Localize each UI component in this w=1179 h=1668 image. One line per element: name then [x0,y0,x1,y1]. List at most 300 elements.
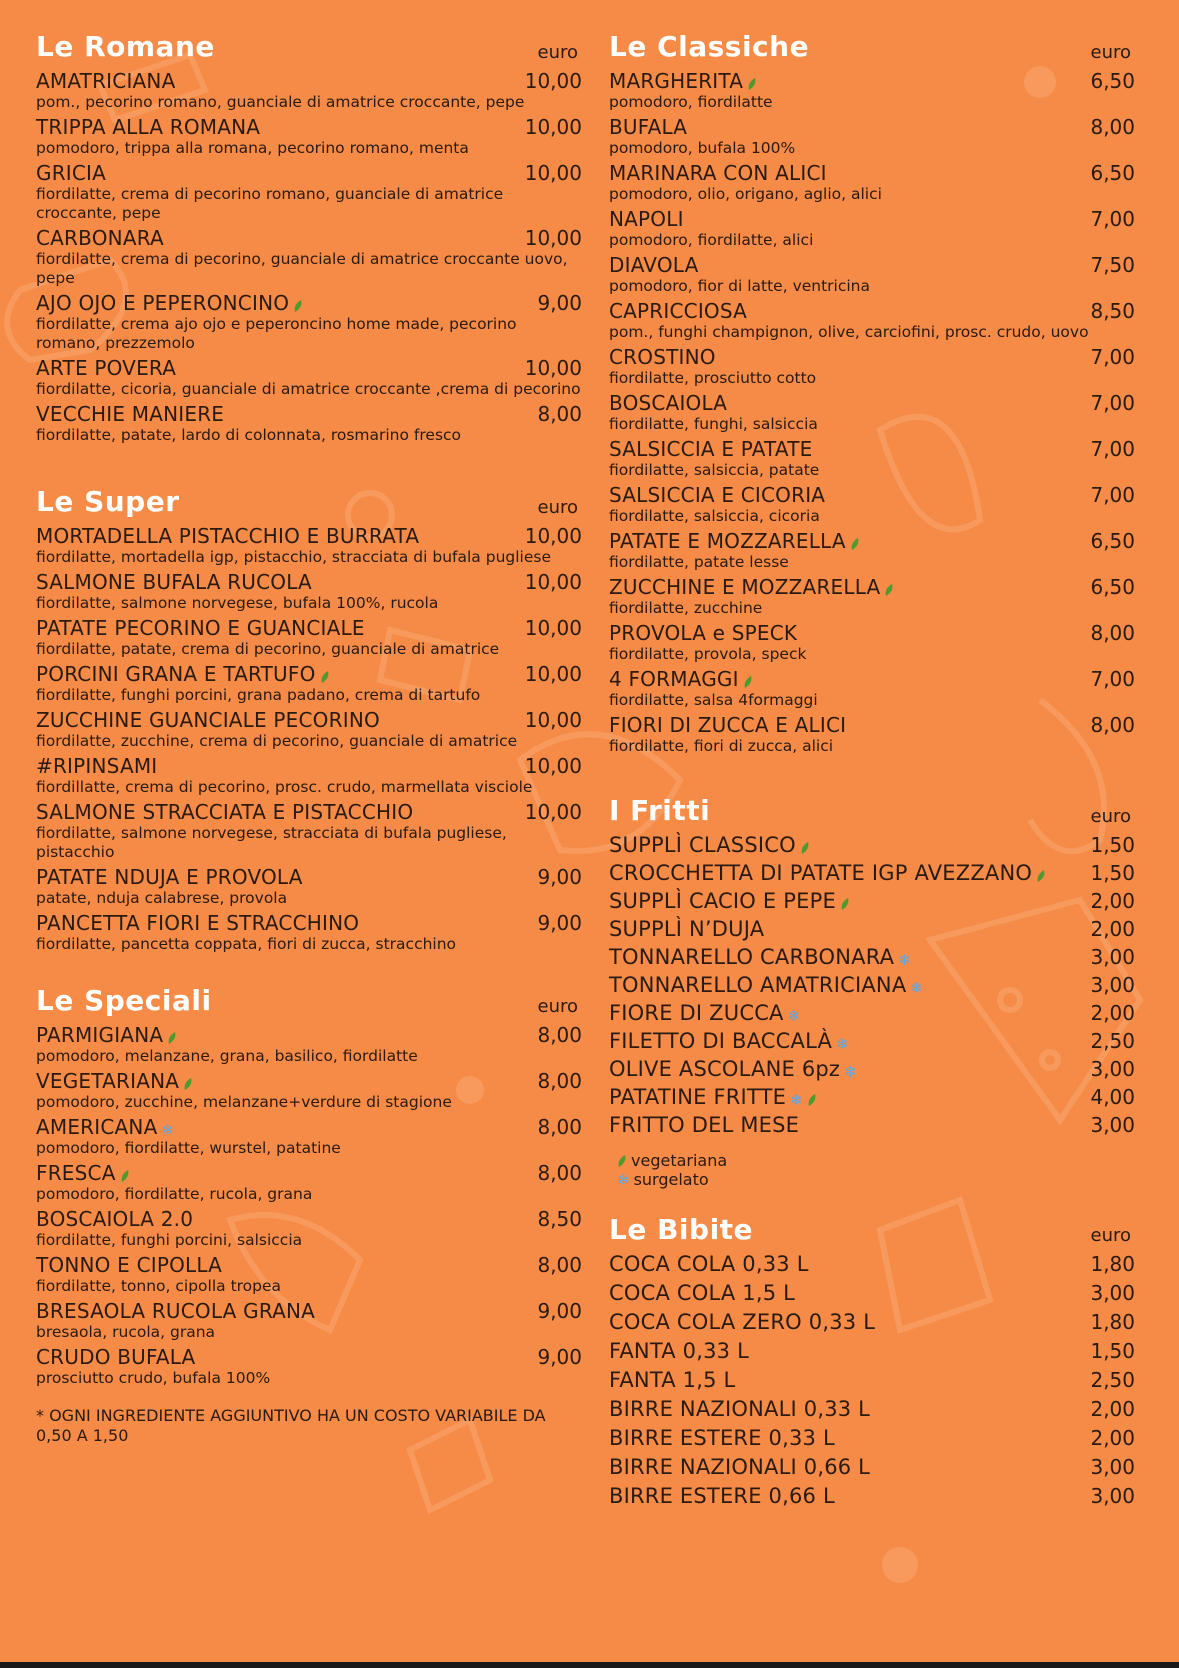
menu-item-row [36,1069,584,1093]
menu-item-name: SALSICCIA E PATATE [609,437,813,461]
menu-item-description: pomodoro, zucchine, melanzane+verdure di stagione [36,1093,452,1111]
menu-item-name-wrap [36,662,330,686]
menu-item-price: 3,00 [1090,945,1135,969]
menu-item-name: AMATRICIANA [36,69,176,93]
extra-ingredient-note: * OGNI INGREDIENTE AGGIUNTIVO HA UN COSTO VARIABILE DA 0,50 A 1,50 [36,1406,546,1445]
menu-item-description: fiordilatte, salsiccia, cicoria [609,507,820,525]
menu-item-name: FRITTO DEL MESE [609,1113,800,1137]
leaf-icon [320,670,330,684]
menu-item-description: pom., pecorino romano, guanciale di amatrice croccante, pepe [36,93,525,111]
menu-item-name: NAPOLI [609,207,684,231]
menu-item-price: 8,00 [537,1161,582,1185]
section-romane [36,30,584,445]
menu-item-name-wrap [609,161,827,185]
menu-item-price: 10,00 [524,226,582,250]
menu-item [609,1085,1137,1109]
menu-item-description: fiordilatte, cicoria, guanciale di amatrice croccante ,crema di pecorino [36,380,581,398]
menu-item-name-wrap [36,1023,177,1047]
menu-item-price: 10,00 [524,616,582,640]
menu-item-name: SALMONE BUFALA RUCOLA [36,570,312,594]
menu-item-name-wrap [609,1368,735,1392]
menu-item [36,69,584,112]
menu-item-description: pomodoro, trippa alla romana, pecorino romano, menta [36,139,469,157]
menu-item [36,161,584,223]
menu-item-description: prosciutto crudo, bufala 100% [36,1369,271,1387]
menu-item-price: 1,50 [1090,833,1135,857]
menu-item [609,833,1137,857]
menu-item-name: SUPPLÌ CACIO E PEPE [609,889,836,913]
menu-item [36,115,584,158]
menu-item-name-wrap [36,1299,315,1323]
menu-item-description: fiordilatte, salsiccia, patate [609,461,820,479]
menu-item-description: fiordilatte, zucchine, crema di pecorino, guanciale di amatrice [36,732,518,750]
menu-item-price: 8,00 [1090,713,1135,737]
menu-items [36,524,584,954]
menu-item-name: FANTA 1,5 L [609,1368,736,1392]
menu-item-price: 8,00 [1090,621,1135,645]
leaf-icon [800,841,810,855]
section-title: I Fritti [609,794,711,827]
menu-item [609,1397,1137,1421]
menu-item-price: 1,80 [1090,1252,1135,1276]
section-speciali [36,984,584,1446]
menu-item-row [609,575,1137,599]
menu-item [609,529,1137,572]
menu-item-row [609,1426,1137,1450]
menu-item [36,754,584,797]
section-title: Le Classiche [609,30,810,63]
menu-item-price: 8,50 [537,1207,582,1231]
menu-item-price: 2,00 [1090,889,1135,913]
menu-item-name-wrap [609,115,687,139]
menu-item [609,1339,1137,1363]
menu-item [36,1253,584,1296]
menu-item-row [609,299,1137,323]
menu-item-description: pomodoro, fiordilatte, rucola, grana [36,1185,313,1203]
menu-item-price: 10,00 [524,662,582,686]
menu-item-price: 7,50 [1090,253,1135,277]
menu-item-price: 10,00 [524,708,582,732]
menu-item-price: 9,00 [537,865,582,889]
menu-item-description: fiordilatte, crema ajo ojo e peperoncino home made, pecorino romano, prezzemolo [36,315,517,352]
menu-item-row [609,1085,1137,1109]
menu-item [609,207,1137,250]
menu-item-description: fiordilatte, salmone norvegese, stracciata di bufala pugliese, pistacchio [36,824,507,861]
menu-item-row [609,861,1137,885]
section-title: Le Speciali [36,984,212,1017]
menu-item-name-wrap [36,1345,195,1369]
menu-item-name: PATATE PECORINO E GUANCIALE [36,616,365,640]
menu-item-description: fiordilatte, funghi, salsiccia [609,415,818,433]
menu-item-name: PORCINI GRANA E TARTUFO [36,662,316,686]
menu-item-price: 8,50 [1090,299,1135,323]
menu-item [609,575,1137,618]
menu-item-name: ARTE POVERA [36,356,177,380]
menu-item-name: PROVOLA e SPECK [609,621,798,645]
menu-item [609,1252,1137,1276]
menu-item-description: fiordillatte, crema di pecorino, prosc. crudo, marmellata visciole [36,778,533,796]
legend-veg-label: vegetariana [631,1151,728,1170]
menu-item-name: COCA COLA 0,33 L [609,1252,809,1276]
leaf-icon [183,1077,193,1091]
menu-item-description: fiordilatte, prosciutto cotto [609,369,817,387]
menu-item-name-wrap [609,1281,795,1305]
menu-item-row [36,911,584,935]
menu-item-price: 8,00 [1090,115,1135,139]
menu-item-name-wrap [609,621,797,645]
menu-item-name: SALSICCIA E CICORIA [609,483,826,507]
menu-item-description: fiordilatte, funghi porcini, grana padano, crema di tartufo [36,686,481,704]
menu-item-price: 10,00 [524,161,582,185]
menu-item-row [609,1001,1137,1025]
snowflake-icon: ❄ [790,1090,803,1109]
menu-item [609,253,1137,296]
menu-item-description: fiordilatte, patate lesse [609,553,789,571]
menu-item-price: 6,50 [1090,529,1135,553]
menu-item-name-wrap [609,889,850,913]
menu-item-name-wrap [609,945,911,969]
menu-item-name-wrap [609,1001,800,1025]
menu-item [609,1113,1137,1137]
menu-item-price: 2,50 [1090,1368,1135,1392]
menu-item-name-wrap [36,1161,130,1185]
menu-item-row [36,708,584,732]
legend-frozen [617,1170,1137,1189]
menu-item-row [609,833,1137,857]
menu-item-name-wrap [609,253,698,277]
menu-item [36,616,584,659]
menu-item-name: CAPRICCIOSA [609,299,748,323]
menu-item [36,402,584,445]
menu-item-description: pomodoro, fior di latte, ventricina [609,277,871,295]
menu-item-price: 3,00 [1090,1455,1135,1479]
section-title: Le Romane [36,30,215,63]
menu-item-name-wrap [36,1115,174,1139]
menu-item-row [609,1113,1137,1137]
menu-item-row [609,207,1137,231]
menu-item-name: CARBONARA [36,226,164,250]
menu-item [609,667,1137,710]
menu-item-name: SALMONE STRACCIATA E PISTACCHIO [36,800,414,824]
menu-item-row [609,973,1137,997]
snowflake-icon: ❄ [910,978,923,997]
menu-item-price: 4,00 [1090,1085,1135,1109]
right-column [609,30,1137,1522]
menu-item-name-wrap [609,529,860,553]
menu-item-name-wrap [609,973,923,997]
menu-item-name-wrap [36,524,419,548]
menu-item-name-wrap [36,1069,193,1093]
menu-item-name-wrap [609,345,716,369]
menu-item-row [36,1253,584,1277]
menu-item-price: 8,00 [537,1069,582,1093]
menu-item-description: pomodoro, fiordilatte, alici [609,231,814,249]
menu-item-name-wrap [36,754,157,778]
menu-item-row [36,1023,584,1047]
menu-item-price: 3,00 [1090,1057,1135,1081]
menu-item-name-wrap [609,833,810,857]
menu-item-name: MARINARA CON ALICI [609,161,827,185]
section-header [609,1213,1137,1246]
menu-item [609,115,1137,158]
section-super [36,485,584,954]
euro-label: euro [1090,1225,1131,1246]
menu-item-price: 10,00 [524,69,582,93]
menu-item-name-wrap [609,391,727,415]
menu-item-name: COCA COLA ZERO 0,33 L [609,1310,876,1334]
menu-item-row [609,391,1137,415]
section-fritti [609,794,1137,1189]
menu-item-row [36,402,584,426]
menu-item-row [36,291,584,315]
snowflake-icon: ❄ [844,1062,857,1081]
section-title: Le Bibite [609,1213,754,1246]
menu-item-name-wrap [609,207,684,231]
menu-item-row [609,69,1137,93]
menu-item [609,1368,1137,1392]
menu-item-description: fiordilatte, patate, crema di pecorino, guanciale di amatrice [36,640,500,658]
menu-item [609,483,1137,526]
menu-item-name-wrap [609,1057,857,1081]
menu-item-description: fiordilatte, funghi porcini, salsiccia [36,1231,303,1249]
menu-item-name-wrap [36,800,413,824]
menu-item-name: SUPPLÌ CLASSICO [609,833,796,857]
menu-item-row [609,667,1137,691]
menu-item [609,973,1137,997]
menu-item-row [609,1368,1137,1392]
menu-item-name: FANTA 0,33 L [609,1339,749,1363]
menu-item-name-wrap [36,1207,193,1231]
menu-item [36,865,584,908]
menu-items [36,1023,584,1388]
menu-item-name-wrap [36,161,106,185]
menu-item-price: 2,00 [1090,917,1135,941]
menu-item-name: BUFALA [609,115,688,139]
euro-label: euro [1090,42,1131,63]
section-header [36,984,584,1017]
menu-item-name: BIRRE NAZIONALI 0,66 L [609,1455,871,1479]
menu-item [609,391,1137,434]
menu-item [609,713,1137,756]
menu-item-name-wrap [609,1113,799,1137]
menu-item-name: COCA COLA 1,5 L [609,1281,796,1305]
leaf-icon [120,1169,130,1183]
menu-item-name: OLIVE ASCOLANE 6pz [609,1057,841,1081]
menu-item-price: 1,50 [1090,861,1135,885]
menu-item-row [609,161,1137,185]
menu-item-price: 7,00 [1090,207,1135,231]
menu-item [609,1281,1137,1305]
menu-item [609,299,1137,342]
menu-item-name-wrap [36,1253,222,1277]
menu-item-row [609,1397,1137,1421]
menu-item-description: fiordilatte, pancetta coppata, fiori di zucca, stracchino [36,935,457,953]
menu-item-row [36,115,584,139]
menu-item-name-wrap [609,861,1046,885]
bottom-bar [0,1662,1179,1668]
menu-item [36,1069,584,1112]
menu-item-description: patate, nduja calabrese, provola [36,889,288,907]
menu-item-row [609,621,1137,645]
menu-item-description: fiordilatte, fiori di zucca, alici [609,737,834,755]
menu-item-price: 9,00 [537,911,582,935]
menu-item-price: 9,00 [537,1299,582,1323]
menu-item-price: 10,00 [524,356,582,380]
menu-item-name: TONNARELLO CARBONARA [609,945,895,969]
menu-item-name-wrap [36,865,303,889]
menu-item-name-wrap [609,1426,835,1450]
leaf-icon [617,1154,627,1168]
menu-item [36,662,584,705]
menu-item-name: AMERICANA [36,1115,158,1139]
menu-item-name: BOSCAIOLA [609,391,728,415]
menu-item [36,570,584,613]
menu-item-name-wrap [609,575,894,599]
section-bibite [609,1213,1137,1508]
menu-item-price: 6,50 [1090,69,1135,93]
menu-item-name: CRUDO BUFALA [36,1345,196,1369]
menu-item-name: ZUCCHINE GUANCIALE PECORINO [36,708,380,732]
menu-item [609,1455,1137,1479]
euro-label: euro [537,42,578,63]
menu-item-name: VEGETARIANA [36,1069,180,1093]
menu-item-description: fiordilatte, salsa 4formaggi [609,691,818,709]
menu-item-name-wrap [609,69,757,93]
menu-item-name: PATATINE FRITTE [609,1085,787,1109]
menu-item-row [609,1252,1137,1276]
menu-item-name: BIRRE ESTERE 0,66 L [609,1484,835,1508]
leaf-icon [743,675,753,689]
menu-item-row [609,1029,1137,1053]
menu-item-name: CROCCHETTA DI PATATE IGP AVEZZANO [609,861,1033,885]
menu-item-price: 7,00 [1090,391,1135,415]
menu-item-name-wrap [609,437,813,461]
section-classiche [609,30,1137,756]
menu-item-name: TRIPPA ALLA ROMANA [36,115,261,139]
menu-item-name: BOSCAIOLA 2.0 [36,1207,194,1231]
menu-item [609,861,1137,885]
menu-item-price: 3,00 [1090,973,1135,997]
menu-items [609,833,1137,1137]
menu-item-price: 10,00 [524,524,582,548]
section-header [609,794,1137,827]
leaf-icon [747,77,757,91]
menu-item-row [36,1115,584,1139]
menu-item-name: BIRRE ESTERE 0,33 L [609,1426,835,1450]
legend-frozen-label: surgelato [633,1170,709,1189]
left-column [36,30,584,1460]
menu-item-description: pomodoro, melanzane, grana, basilico, fiordilatte [36,1047,418,1065]
menu-item-description: fiordilatte, provola, speck [609,645,807,663]
menu-item [609,1029,1137,1053]
menu-item [36,708,584,751]
menu-item-row [609,1057,1137,1081]
menu-item-name: PATATE E MOZZARELLA [609,529,846,553]
menu-item-description: fiordilatte, mortadella igp, pistacchio, stracciata di bufala pugliese [36,548,551,566]
menu-item-description: pomodoro, olio, origano, aglio, alici [609,185,882,203]
menu-item [36,1161,584,1204]
menu-item-name-wrap [36,226,164,250]
euro-label: euro [537,996,578,1017]
menu-item-row [609,945,1137,969]
menu-item-name-wrap [36,356,176,380]
menu-item-name: FIORI DI ZUCCA E ALICI [609,713,847,737]
menu-item-row [36,616,584,640]
menu-item-name: DIAVOLA [609,253,699,277]
menu-item-price: 1,50 [1090,1339,1135,1363]
leaf-icon [884,583,894,597]
menu-item-name-wrap [609,1339,749,1363]
menu-item-price: 3,00 [1090,1281,1135,1305]
menu-item-row [609,483,1137,507]
menu-item-name-wrap [609,1484,835,1508]
menu-item-row [36,754,584,778]
menu-item-row [609,345,1137,369]
menu-item-price: 9,00 [537,291,582,315]
menu-item [36,911,584,954]
menu-item [609,621,1137,664]
menu-item-name: FRESCA [36,1161,116,1185]
menu-item-name: TONNARELLO AMATRICIANA [609,973,907,997]
menu-item-row [36,356,584,380]
menu-item-price: 8,00 [537,402,582,426]
menu-item-row [36,1299,584,1323]
menu-item [36,291,584,353]
menu-item-price: 7,00 [1090,345,1135,369]
menu-item-price: 8,00 [537,1115,582,1139]
menu-item-name: AJO OJO E PEPERONCINO [36,291,290,315]
menu-item-name: BIRRE NAZIONALI 0,33 L [609,1397,871,1421]
snowflake-icon: ❄ [617,1170,630,1189]
menu-item-name: BRESAOLA RUCOLA GRANA [36,1299,316,1323]
menu-item-row [609,529,1137,553]
menu-item [609,345,1137,388]
menu-items [609,1252,1137,1508]
menu-item-row [36,570,584,594]
menu-item [36,1207,584,1250]
menu-item [609,161,1137,204]
menu-item-name: MARGHERITA [609,69,744,93]
menu-item [36,1023,584,1066]
menu-item [36,800,584,862]
menu-item-row [609,1339,1137,1363]
menu-item-name-wrap [36,291,303,315]
menu-item-name: #RIPINSAMI [36,754,158,778]
menu-item-price: 2,00 [1090,1426,1135,1450]
menu-item-price: 7,00 [1090,483,1135,507]
menu-item-name: GRICIA [36,161,107,185]
menu-item [609,945,1137,969]
menu-item-row [609,1281,1137,1305]
leaf-icon [850,537,860,551]
menu-item-price: 10,00 [524,570,582,594]
menu-item-row [36,226,584,250]
menu-item-name-wrap [36,115,260,139]
menu-item-name: MORTADELLA PISTACCHIO E BURRATA [36,524,420,548]
menu-item [609,437,1137,480]
menu-item-name: TONNO E CIPOLLA [36,1253,223,1277]
menu-item-name: ZUCCHINE E MOZZARELLA [609,575,881,599]
menu-item-price: 9,00 [537,1345,582,1369]
snowflake-icon: ❄ [898,950,911,969]
menu-item-price: 10,00 [524,754,582,778]
menu-item-name: PATATE NDUJA E PROVOLA [36,865,303,889]
menu-item [609,917,1137,941]
menu-item [609,1001,1137,1025]
menu-item-name: CROSTINO [609,345,716,369]
section-title: Le Super [36,485,180,518]
menu-item-description: pomodoro, fiordilatte, wurstel, patatine [36,1139,341,1157]
